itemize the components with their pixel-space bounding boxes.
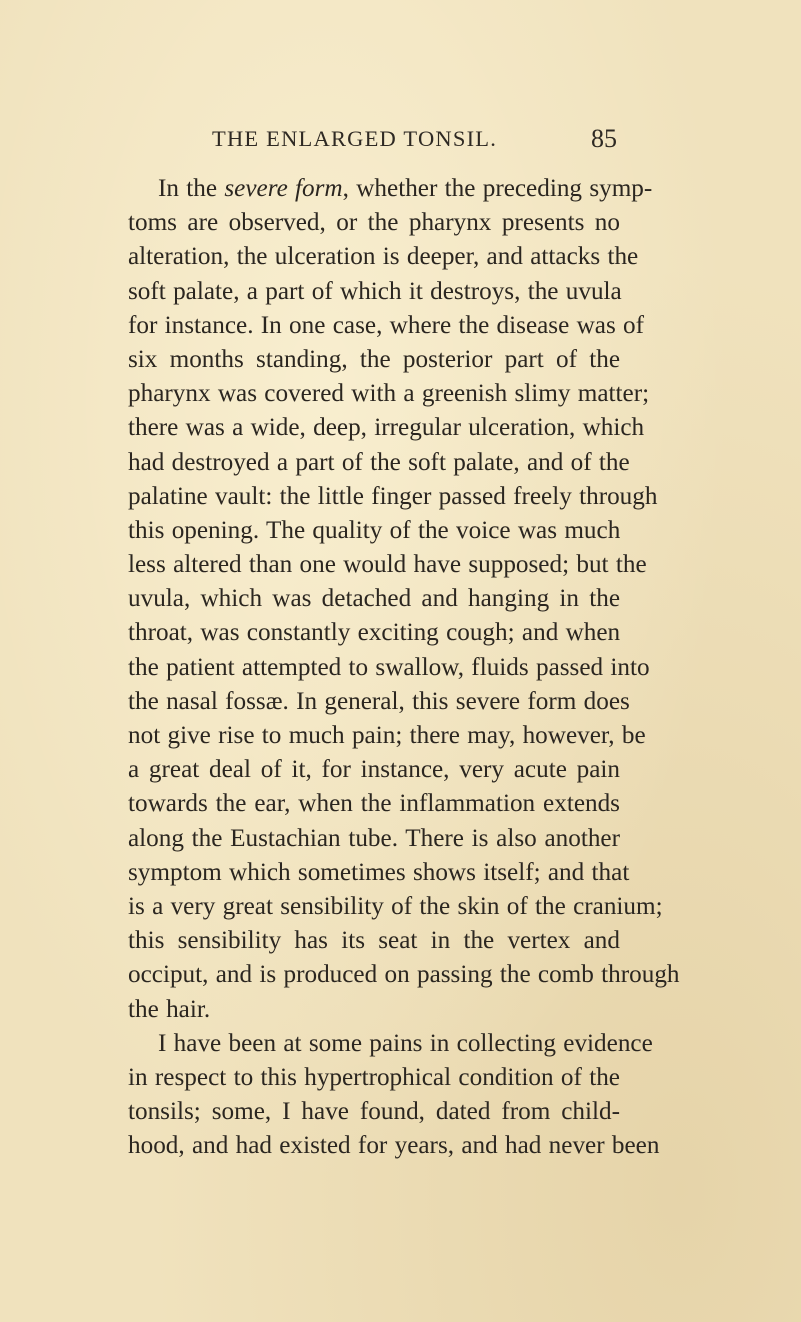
text-line: alteration, the ulceration is deeper, and attacks the — [128, 243, 639, 271]
text-line: there was a wide, deep, irregular ulceration, which — [128, 414, 645, 442]
text-line: the patient attempted to swallow, fluids passed into — [128, 653, 650, 681]
paragraph-1 — [128, 172, 680, 1027]
text-line: tonsils; some, I have found, dated from child- — [128, 1098, 620, 1126]
text-line: less altered than one would have supposed; but the — [128, 551, 647, 579]
text-line: I have been at some pains in collecting evidence — [158, 1029, 653, 1057]
emphasis-severe-form: severe form — [224, 175, 343, 202]
text-line: throat, was constantly exciting cough; and when — [128, 619, 621, 647]
text-line: hood, and had existed for years, and had never been — [128, 1132, 660, 1160]
text-line: this sensibility has its seat in the vertex and — [128, 927, 620, 955]
text-line: In the severe form, whether the preceding symp- — [158, 175, 653, 202]
text-line: this opening. The quality of the voice was much — [128, 516, 621, 544]
page-number: 85 — [591, 124, 617, 153]
text-line: the hair. — [128, 995, 211, 1023]
text-line: toms are observed, or the pharynx presents no — [128, 209, 620, 237]
paragraph-2 — [128, 1027, 660, 1164]
text-line: pharynx was covered with a greenish slimy matter; — [128, 380, 650, 408]
text-line: not give rise to much pain; there may, however, be — [128, 722, 646, 749]
text-line: symptom which sometimes shows itself; and that — [128, 858, 630, 886]
text-line: towards the ear, when the inflammation extends — [128, 790, 620, 818]
text-line: a great deal of it, for instance, very acute pain — [128, 756, 620, 784]
text-line: soft palate, a part of which it destroys, the uvula — [128, 277, 622, 305]
running-title: THE ENLARGED TONSIL. — [212, 126, 498, 151]
text-line: six months standing, the posterior part of the — [128, 345, 620, 373]
text-line: occiput, and is produced on passing the comb through — [128, 961, 680, 989]
text-line: along the Eustachian tube. There is also another — [128, 824, 620, 852]
text-line: the nasal fossæ. In general, this severe form does — [128, 687, 630, 715]
text-line: palatine vault: the little finger passed freely through — [128, 482, 658, 510]
text-line: in respect to this hypertrophical condition of the — [128, 1063, 620, 1091]
text-line: for instance. In one case, where the disease was of — [128, 311, 645, 339]
text-line: uvula, which was detached and hanging in the — [128, 585, 620, 613]
text-line: had destroyed a part of the soft palate, and of the — [128, 448, 630, 476]
body-text — [128, 172, 680, 1163]
running-head — [0, 126, 801, 166]
text-line: is a very great sensibility of the skin of the cranium; — [128, 892, 663, 920]
